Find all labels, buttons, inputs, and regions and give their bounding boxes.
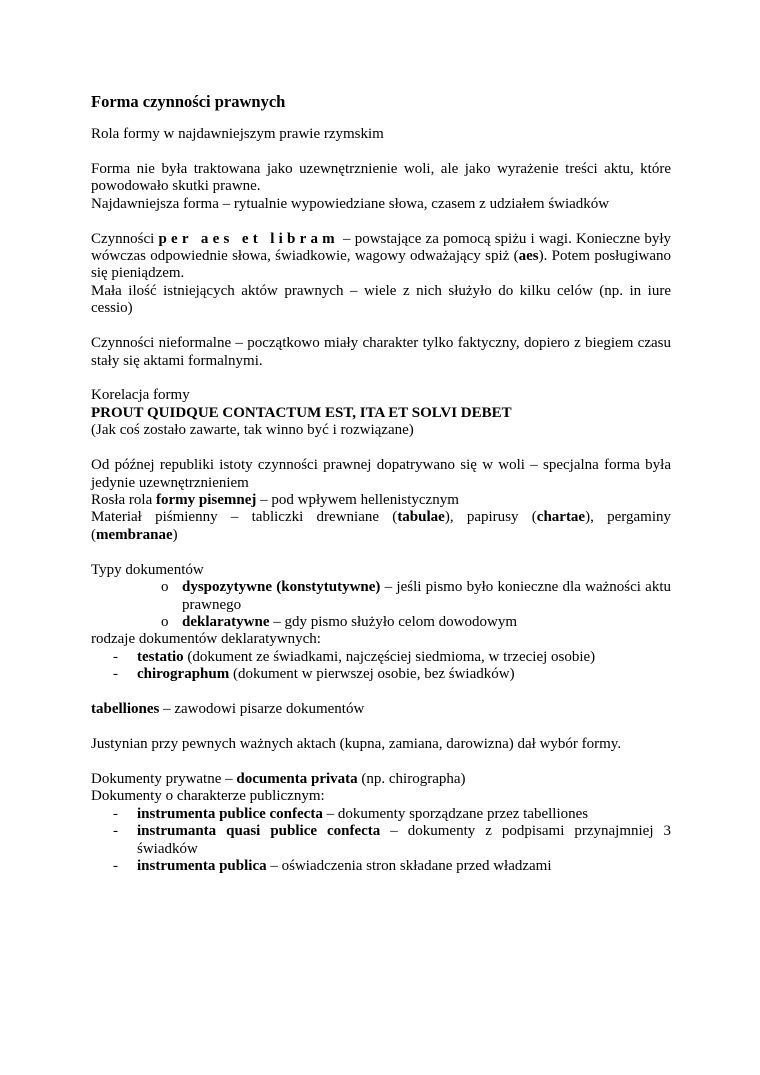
list-item: - testatio (dokument ze świadkami, najczęściej siedmioma, w trzeciej osobie) — [113, 648, 596, 665]
term-per-aes-et-libram: per aes et libram — [158, 230, 339, 247]
paragraph-private-docs: Dokumenty prywatne – documenta privata (np. chirographa) — [91, 770, 466, 787]
paragraph-informal-acts: Czynności nieformalne – początkowo miały charakter tylko faktyczny, dopiero z biegiem czasu stały się aktami formalnymi. — [91, 335, 671, 369]
heading-document-types: Typy dokumentów — [91, 561, 204, 578]
list-item: o dyspozytywne (konstytutywne) – jeśli pismo było konieczne dla ważności aktu prawnego — [161, 579, 671, 613]
paragraph-tabelliones: tabelliones – zawodowi pisarze dokumentów — [91, 701, 365, 718]
term-formy-pisemnej: formy pisemnej — [156, 492, 257, 508]
list-item: - chirographum (dokument w pierwszej osobie, bez świadków) — [113, 666, 515, 683]
paragraph-writing-materials: Materiał piśmienny – tabliczki drewniane (tabulae), papirusy (chartae), pergaminy (membranae) — [91, 509, 671, 543]
term-membranae: membranae — [96, 526, 173, 543]
paragraph-few-acts: Mała ilość istniejących aktów prawnych – wiele z nich służyło do kilku celów (np. in iure cessio) — [91, 282, 671, 317]
subtitle: Rola formy w najdawniejszym prawie rzymskim — [91, 126, 384, 142]
latin-maxim: PROUT QUIDQUE CONTACTUM EST, ITA ET SOLVI DEBET — [91, 404, 512, 421]
list-item: - instrumanta quasi publice confecta – dokumenty z podpisami przynajmniej 3 świadków — [113, 823, 671, 857]
maxim-translation: (Jak coś zostało zawarte, tak winno być i rozwiązane) — [91, 422, 414, 439]
public-docs-list — [91, 806, 671, 876]
document-page — [91, 92, 671, 875]
term-chartae: chartae — [536, 509, 586, 526]
term-tabulae: tabulae — [397, 509, 445, 526]
document-types-list — [91, 579, 671, 631]
page-title: Forma czynności prawnych — [91, 92, 286, 111]
paragraph-late-republic: Od późnej republiki istoty czynności prawnej dopatrywano się w woli – specjalna forma była jedynie uzewnętrznieniem — [91, 457, 671, 491]
paragraph-justinian: Justynian przy pewnych ważnych aktach (kupna, zamiana, darowizna) dał wybór formy. — [91, 735, 622, 752]
list-item: o deklaratywne – gdy pismo służyło celom dowodowym — [161, 613, 517, 630]
list-item: - instrumenta publica – oświadczenia stron składane przed władzami — [113, 857, 552, 874]
paragraph-per-aes: Czynności per aes et libram – powstające za pomocą spiżu i wagi. Konieczne były wówczas odpowiednie słowa, świadkowie, wagowy odważający spiż (aes). Potem posługiwano się pieniądzem. — [91, 230, 671, 282]
paragraph-oldest-form: Najdawniejsza forma – rytualnie wypowiedziane słowa, czasem z udziałem świadków — [91, 195, 610, 212]
term-aes: aes — [518, 248, 539, 265]
list-item: - instrumenta publice confecta – dokumenty sporządzane przez tabelliones — [113, 805, 589, 822]
paragraph-form-nature: Forma nie była traktowana jako uzewnętrznienie woli, ale jako wyrażenie treści aktu, które powodowało skutki prawne. — [91, 160, 671, 195]
heading-declarative-kinds: rodzaje dokumentów deklaratywnych: — [91, 631, 321, 648]
paragraph-written-form: Rosła rola formy pisemnej – pod wpływem hellenistycznym — [91, 492, 459, 508]
heading-korelacja: Korelacja formy — [91, 387, 190, 404]
declarative-list — [91, 649, 671, 684]
heading-public-docs: Dokumenty o charakterze publicznym: — [91, 788, 325, 805]
